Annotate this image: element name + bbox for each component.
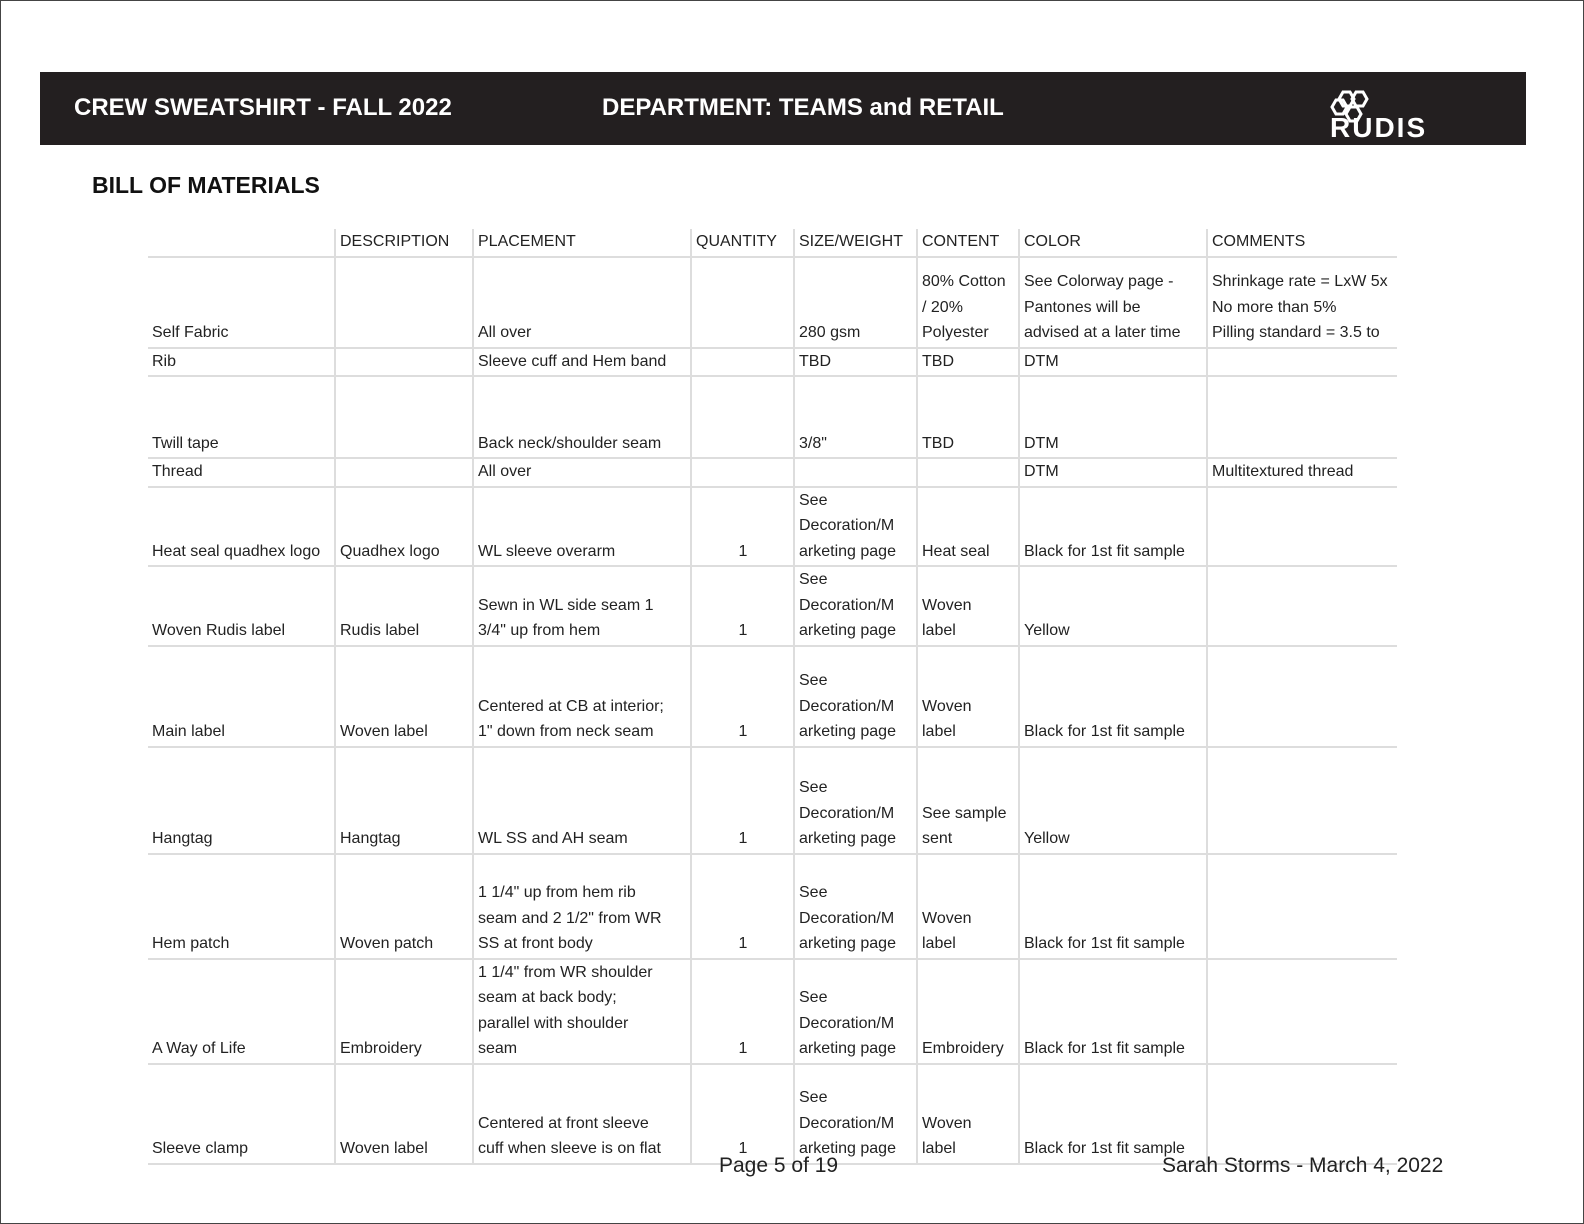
- table-row: [148, 257, 1397, 348]
- table-cell: Black for 1st fit sample: [1019, 487, 1207, 567]
- table-cell: Self Fabric: [148, 257, 335, 348]
- table-cell: [1207, 376, 1397, 458]
- table-cell: Heat seal quadhex logo: [148, 487, 335, 567]
- table-cell: TBD: [794, 348, 917, 377]
- table-cell: See Decoration/M arketing page: [794, 566, 917, 646]
- table-cell: Black for 1st fit sample: [1019, 854, 1207, 959]
- table-cell: See Decoration/M arketing page: [794, 854, 917, 959]
- table-row: [148, 458, 1397, 487]
- table-cell: Woven label: [335, 1064, 473, 1164]
- table-cell: Woven Rudis label: [148, 566, 335, 646]
- header-bar: [40, 72, 1526, 145]
- table-cell: [691, 376, 794, 458]
- table-cell: 1 1/4" up from hem rib seam and 2 1/2" from WR SS at front body: [473, 854, 691, 959]
- table-cell: Black for 1st fit sample: [1019, 959, 1207, 1064]
- column-header: QUANTITY: [691, 229, 794, 257]
- table-cell: [1207, 854, 1397, 959]
- table-cell: A Way of Life: [148, 959, 335, 1064]
- table-cell: [691, 257, 794, 348]
- author-date: Sarah Storms - March 4, 2022: [1162, 1154, 1444, 1177]
- table-cell: 1 1/4" from WR shoulder seam at back body; parallel with shoulder seam: [473, 959, 691, 1064]
- header-row: [148, 229, 1397, 257]
- table-row: [148, 854, 1397, 959]
- table-cell: [335, 376, 473, 458]
- table-cell: Black for 1st fit sample: [1019, 1064, 1207, 1164]
- table-row: [148, 1064, 1397, 1164]
- table-cell: Twill tape: [148, 376, 335, 458]
- table-cell: [691, 458, 794, 487]
- table-cell: Hangtag: [335, 747, 473, 854]
- table-row: [148, 487, 1397, 567]
- table-cell: [335, 257, 473, 348]
- table-row: [148, 747, 1397, 854]
- table-cell: Sleeve cuff and Hem band: [473, 348, 691, 377]
- table-cell: Hangtag: [148, 747, 335, 854]
- table-cell: WL SS and AH seam: [473, 747, 691, 854]
- column-header: COLOR: [1019, 229, 1207, 257]
- section-title: BILL OF MATERIALS: [92, 172, 320, 198]
- table-cell: 3/8": [794, 376, 917, 458]
- table-cell: Rib: [148, 348, 335, 377]
- table-cell: Embroidery: [335, 959, 473, 1064]
- table-cell: TBD: [917, 348, 1019, 377]
- table-row: [148, 566, 1397, 646]
- table-row: [148, 646, 1397, 747]
- table-cell: 1: [691, 487, 794, 567]
- table-cell: Back neck/shoulder seam: [473, 376, 691, 458]
- table-row: [148, 376, 1397, 458]
- table-cell: Main label: [148, 646, 335, 747]
- table-cell: All over: [473, 257, 691, 348]
- table-cell: Multitextured thread: [1207, 458, 1397, 487]
- table-cell: Centered at CB at interior; 1" down from neck seam: [473, 646, 691, 747]
- table-cell: Embroidery: [917, 959, 1019, 1064]
- column-header: SIZE/WEIGHT: [794, 229, 917, 257]
- column-header: PLACEMENT: [473, 229, 691, 257]
- table-cell: TBD: [917, 376, 1019, 458]
- table-cell: DTM: [1019, 348, 1207, 377]
- column-header: CONTENT: [917, 229, 1019, 257]
- column-header: COMMENTS: [1207, 229, 1397, 257]
- table-cell: Sewn in WL side seam 1 3/4" up from hem: [473, 566, 691, 646]
- table-cell: Centered at front sleeve cuff when sleeve is on flat: [473, 1064, 691, 1164]
- table-cell: See sample sent: [917, 747, 1019, 854]
- table-cell: [1207, 487, 1397, 567]
- table-cell: See Decoration/M arketing page: [794, 1064, 917, 1164]
- department: DEPARTMENT: TEAMS and RETAIL: [602, 94, 1004, 121]
- table-cell: [1207, 1064, 1397, 1164]
- table-cell: [917, 458, 1019, 487]
- table-cell: [335, 348, 473, 377]
- table-cell: Sleeve clamp: [148, 1064, 335, 1164]
- table-cell: Thread: [148, 458, 335, 487]
- table-cell: 1: [691, 854, 794, 959]
- table-cell: [1207, 646, 1397, 747]
- table-cell: See Decoration/M arketing page: [794, 747, 917, 854]
- table-cell: Woven label: [917, 646, 1019, 747]
- table-cell: All over: [473, 458, 691, 487]
- table-cell: Woven label: [917, 1064, 1019, 1164]
- table-cell: Hem patch: [148, 854, 335, 959]
- table-cell: Rudis label: [335, 566, 473, 646]
- table-cell: Woven patch: [335, 854, 473, 959]
- table-cell: DTM: [1019, 458, 1207, 487]
- table-cell: [1207, 566, 1397, 646]
- table-row: [148, 959, 1397, 1064]
- table-cell: Woven label: [917, 854, 1019, 959]
- table-cell: 1: [691, 959, 794, 1064]
- table-cell: Woven label: [917, 566, 1019, 646]
- table-cell: See Decoration/M arketing page: [794, 959, 917, 1064]
- table-cell: 1: [691, 1064, 794, 1164]
- table-cell: [1207, 348, 1397, 377]
- table-cell: [335, 458, 473, 487]
- table-cell: See Colorway page - Pantones will be advised at a later time: [1019, 257, 1207, 348]
- table-cell: Quadhex logo: [335, 487, 473, 567]
- table-cell: Black for 1st fit sample: [1019, 646, 1207, 747]
- bom-table: [148, 229, 1397, 1165]
- table-cell: [1207, 959, 1397, 1064]
- table-cell: Woven label: [335, 646, 473, 747]
- table-cell: Yellow: [1019, 566, 1207, 646]
- doc-title: CREW SWEATSHIRT - FALL 2022: [74, 94, 452, 121]
- table-cell: Shrinkage rate = LxW 5x No more than 5% Pilling standard = 3.5 to: [1207, 257, 1397, 348]
- table-cell: DTM: [1019, 376, 1207, 458]
- table-cell: [794, 458, 917, 487]
- table-cell: Heat seal: [917, 487, 1019, 567]
- table-cell: 1: [691, 566, 794, 646]
- table-cell: 1: [691, 646, 794, 747]
- table-cell: WL sleeve overarm: [473, 487, 691, 567]
- column-header: DESCRIPTION: [335, 229, 473, 257]
- logo-text: RUDIS: [1330, 112, 1428, 143]
- table-cell: Yellow: [1019, 747, 1207, 854]
- table-cell: 1: [691, 747, 794, 854]
- page-number: Page 5 of 19: [719, 1154, 839, 1177]
- table-cell: See Decoration/M arketing page: [794, 487, 917, 567]
- table-cell: [691, 348, 794, 377]
- table-cell: See Decoration/M arketing page: [794, 646, 917, 747]
- table-cell: 280 gsm: [794, 257, 917, 348]
- table-cell: [1207, 747, 1397, 854]
- column-header: [148, 229, 335, 257]
- table-cell: 80% Cotton / 20% Polyester: [917, 257, 1019, 348]
- table-row: [148, 348, 1397, 377]
- rudis-logo: [1330, 90, 1428, 143]
